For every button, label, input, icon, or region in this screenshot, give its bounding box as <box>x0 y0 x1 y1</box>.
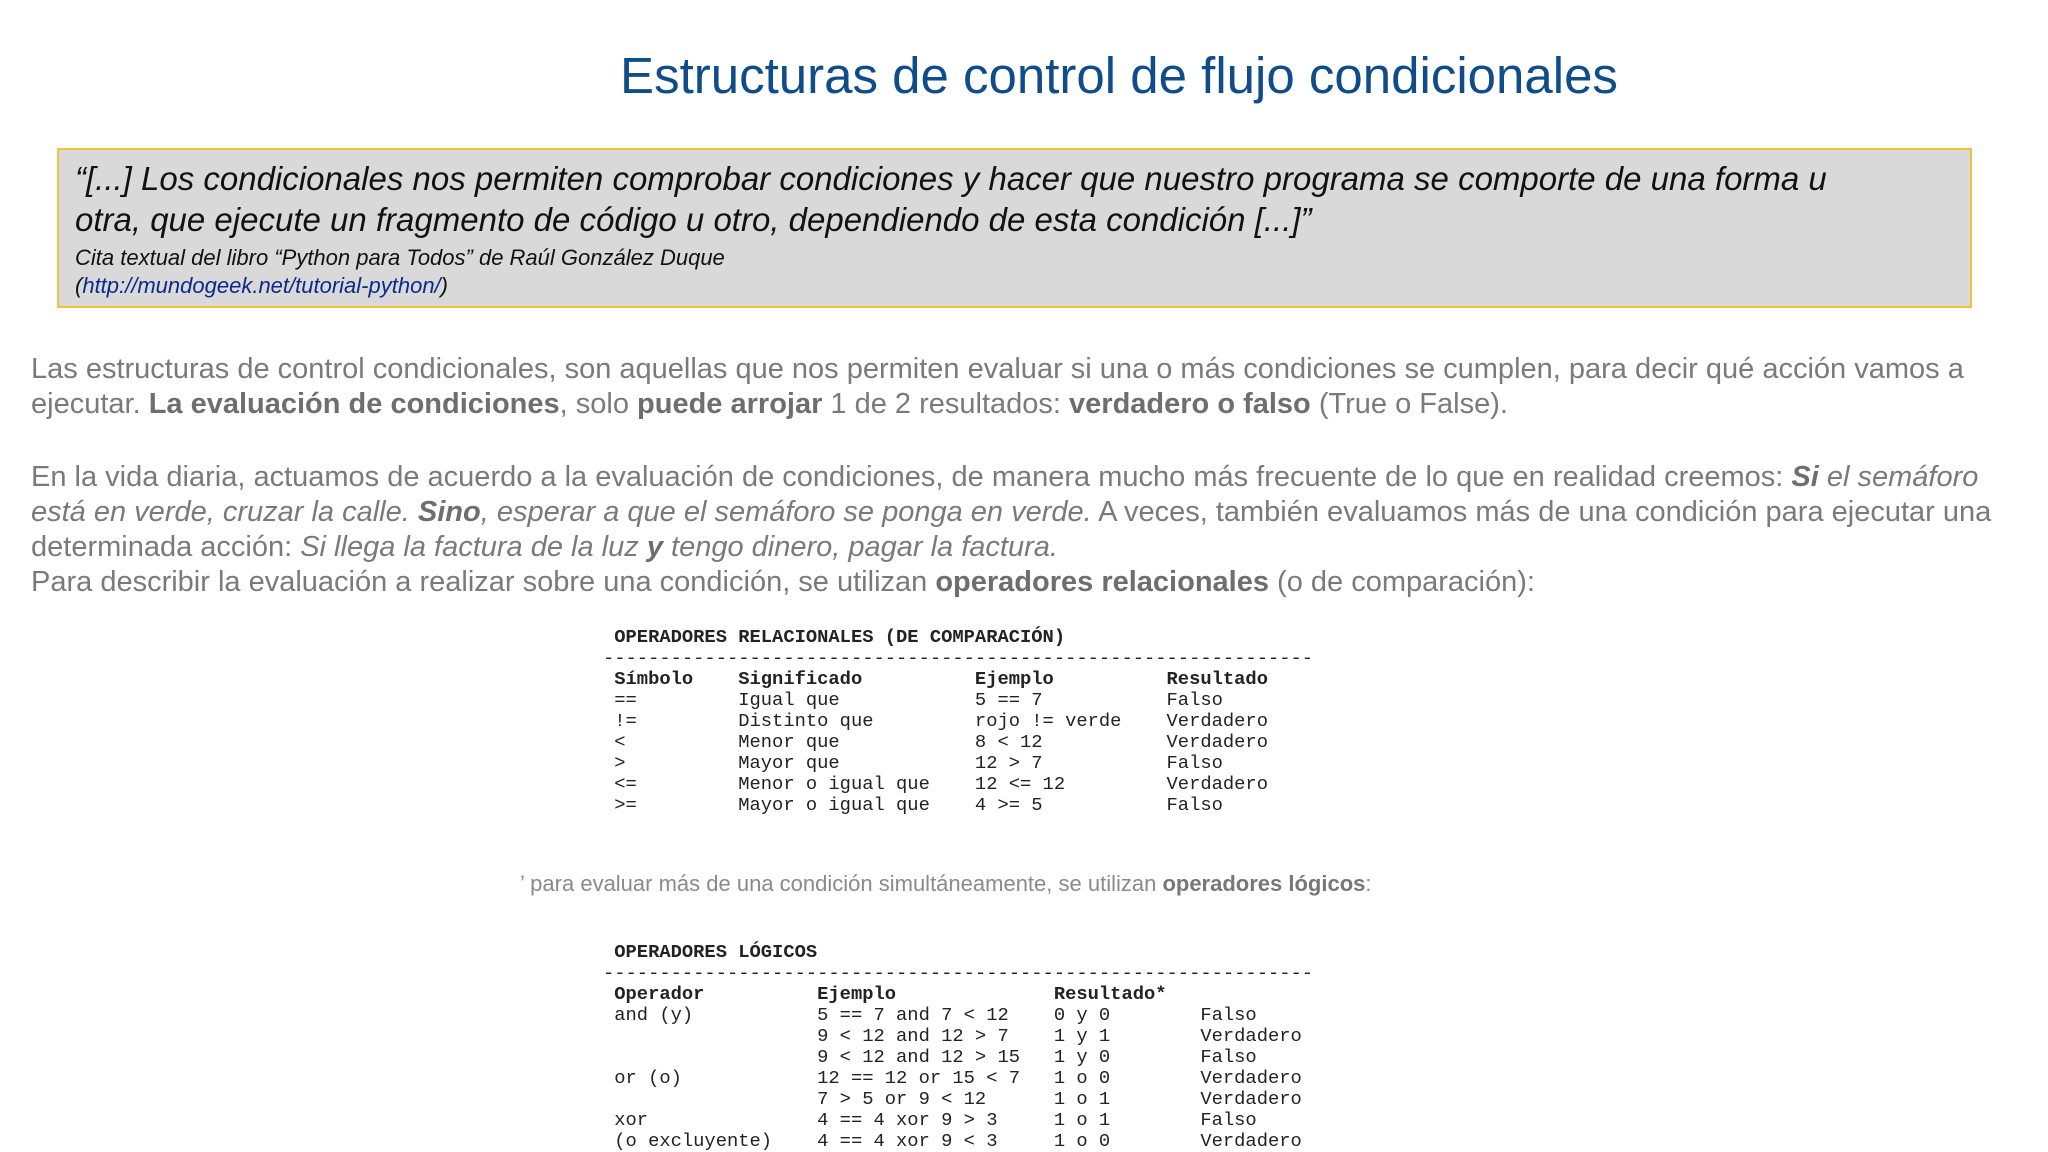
table-row: < Menor que 8 < 12 Verdadero <box>603 731 1268 753</box>
daily-life-paragraph: En la vida diaria, actuamos de acuerdo a la evaluación de condiciones, de manera mucho más frecuente de lo que en realidad creemos: Si el semáforo está en verde, cruzar la calle. Sino, esperar a que el semáforo se ponga en verde. A veces, también evaluamos más de una condición para ejecutar una determinada acción: Si llega la factura de la luz y tengo dinero, pagar la factura. Para describir la evaluación a realizar sobre una condición, se utilizan operadores relacionales (o de comparación): <box>31 461 1992 598</box>
table-row: 7 > 5 or 9 < 12 1 o 1 Verdadero <box>603 1088 1302 1110</box>
table-row: xor 4 == 4 xor 9 > 3 1 o 1 Falso <box>603 1109 1257 1131</box>
quote-text <box>75 158 1954 240</box>
table-row: >= Mayor o igual que 4 >= 5 Falso <box>603 794 1223 816</box>
quote-link-line <box>75 272 1954 300</box>
source-link[interactable]: http://mundogeek.net/tutorial-python/ <box>82 273 441 298</box>
table-row: and (y) 5 == 7 and 7 < 12 0 y 0 Falso <box>603 1004 1257 1026</box>
quote-line-1: “[...] Los condicionales nos permiten comprobar condiciones y hacer que nuestro programa se comporte de una forma u <box>75 160 1827 197</box>
table-row: != Distinto que rojo != verde Verdadero <box>603 710 1268 732</box>
table-row: 9 < 12 and 12 > 7 1 y 1 Verdadero <box>603 1025 1302 1047</box>
logical-operators-intro: ’ para evaluar más de una condición simultáneamente, se utilizan operadores lógicos: <box>520 871 1372 896</box>
logical-table-header-row: Operador Ejemplo Resultado* <box>603 983 1167 1005</box>
table-row: or (o) 12 == 12 or 15 < 7 1 o 0 Verdadero <box>603 1067 1302 1089</box>
table-row: (o excluyente) 4 == 4 xor 9 < 3 1 o 0 Verdadero <box>603 1130 1302 1152</box>
logical-table-heading: OPERADORES LÓGICOS <box>603 941 818 963</box>
quote-citation: Cita textual del libro “Python para Todos” de Raúl González Duque <box>75 245 725 270</box>
relational-table-header-row: Símbolo Significado Ejemplo Resultado <box>603 668 1268 690</box>
link-paren-close: ) <box>440 273 448 298</box>
page-title: Estructuras de control de flujo condicionales <box>620 47 1618 104</box>
relational-table-separator: --------------------------------------------------------------- <box>603 647 1314 669</box>
table-row: > Mayor que 12 > 7 Falso <box>603 752 1223 774</box>
table-row: == Igual que 5 == 7 Falso <box>603 689 1223 711</box>
table-row: <= Menor o igual que 12 <= 12 Verdadero <box>603 773 1268 795</box>
table-row: 9 < 12 and 12 > 15 1 y 0 Falso <box>603 1046 1257 1068</box>
relational-table-heading: OPERADORES RELACIONALES (DE COMPARACIÓN) <box>603 626 1066 648</box>
logical-operators-table <box>603 942 1313 1152</box>
logical-table-separator: --------------------------------------------------------------- <box>603 962 1314 984</box>
relational-operators-table <box>603 627 1313 816</box>
link-paren-open: ( <box>75 273 83 298</box>
quote-box <box>57 148 1972 308</box>
intro-paragraph: Las estructuras de control condicionales, son aquellas que nos permiten evaluar si una o más condiciones se cumplen, para decir qué acción vamos a ejecutar. La evaluación de condiciones, solo puede arrojar 1 de 2 resultados: verdadero o falso (True o False). <box>31 353 1964 420</box>
quote-line-2: otra, que ejecute un fragmento de código u otro, dependiendo de esta condición [...]” <box>75 201 1312 238</box>
